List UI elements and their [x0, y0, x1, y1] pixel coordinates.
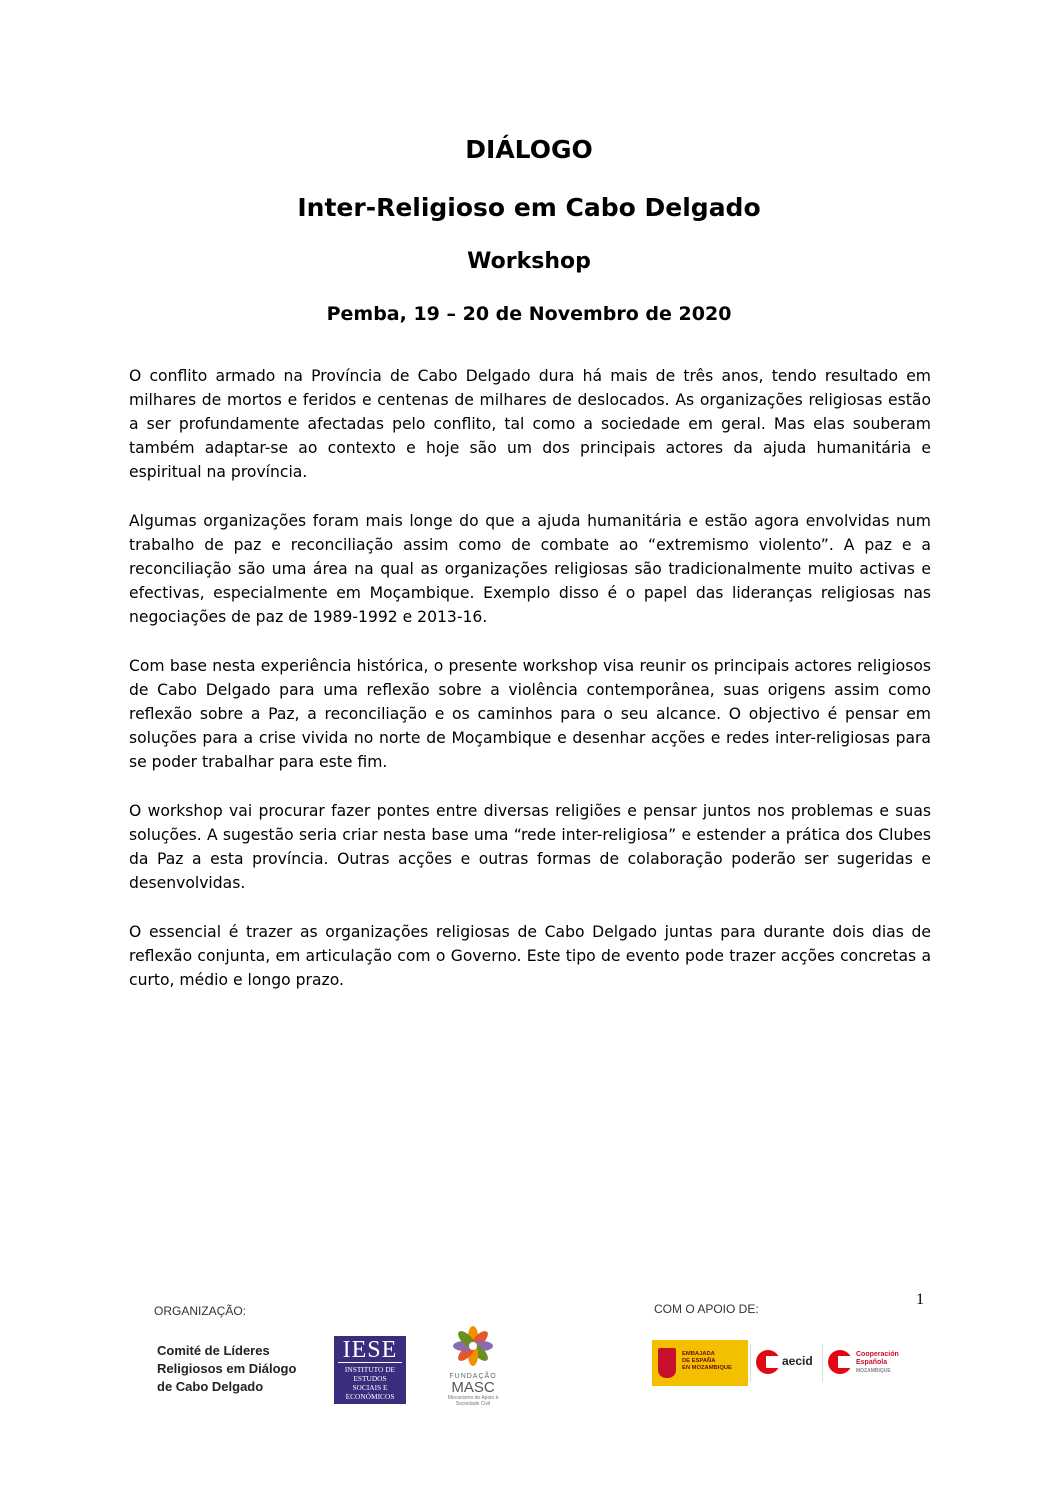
cooperacion-line: Española — [856, 1359, 888, 1366]
document-body — [129, 364, 931, 1017]
cooperacion-line: MOZAMBIQUE — [856, 1368, 891, 1374]
cooperacion-text — [856, 1351, 899, 1375]
paragraph: O conflito armado na Província de Cabo Delgado dura há mais de três anos, tendo resultado em milhares de mortos e feridos e centenas de milhares de deslocados. As organizações religiosas estão a ser profundamente afectadas pelo conflito, tal como a sociedade em geral. Mas elas souberam também adaptar-se ao contexto e hoje são um dos principais actores da ajuda humanitária e espiritual na província. — [129, 367, 931, 481]
divider — [750, 1344, 751, 1382]
title-block — [0, 128, 1058, 334]
cooperacion-c-icon — [828, 1350, 852, 1374]
cooperacion-logo — [824, 1340, 922, 1386]
embassy-logo — [652, 1340, 748, 1386]
cooperacion-line: Cooperación — [856, 1351, 899, 1358]
apoio-label: COM O APOIO DE: — [654, 1302, 759, 1316]
paragraph: O workshop vai procurar fazer pontes entre diversas religiões e pensar juntos nos problemas e suas soluções. A sugestão seria criar nesta base uma “rede inter-religiosa” e estender a prática dos Clubes da Paz a esta província. Outras acções e outras formas de colaboração poderão ser sugeridas e desenvolvidas. — [129, 802, 931, 892]
masc-line1: FUNDAÇÃO — [449, 1373, 497, 1380]
comite-line: Comité de Líderes — [157, 1343, 270, 1358]
masc-logo — [438, 1326, 508, 1412]
document-title: DIÁLOGO — [465, 135, 593, 164]
paragraph: Com base nesta experiência histórica, o presente workshop visa reunir os principais actores religiosos de Cabo Delgado para uma reflexão sobre a violência contemporânea, suas origens assim como reflexão sobre a Paz, a reconciliação e os caminhos para o seu alcance. O objectivo é pensar em soluções para a crise vivida no norte de Moçambique e desenhar acções e redes inter-religiosas para se poder trabalhar para este fim. — [129, 657, 931, 771]
iese-name — [334, 1365, 406, 1401]
organizacao-label: ORGANIZAÇÃO: — [154, 1304, 247, 1318]
place-date: Pemba, 19 – 20 de Novembro de 2020 — [326, 303, 732, 325]
aecid-text: aecid — [782, 1354, 813, 1368]
masc-line2: MASC — [451, 1379, 495, 1396]
paragraph: Algumas organizações foram mais longe do que a ajuda humanitária e estão agora envolvidas num trabalho de paz e reconciliação assim como de combate ao “extremismo violento”. A paz e a reconciliação são uma área na qual as organizações religiosas são tradicionalmente muito activas e efectivas, especialmente em Moçambique. Exemplo disso é o papel das lideranças religiosas nas negociações de paz de 1989-1992 e 2013-16. — [129, 512, 931, 626]
iese-line: SOCIAIS E — [352, 1383, 388, 1392]
comite-line: Religiosos em Diálogo — [157, 1361, 297, 1376]
spain-crest-icon — [658, 1348, 676, 1378]
iese-line: ECONÓMICOS — [345, 1392, 395, 1401]
iese-line: ESTUDOS — [353, 1374, 387, 1383]
document-subtitle: Inter-Religioso em Cabo Delgado — [297, 193, 761, 222]
embassy-line: DE ESPAÑA — [682, 1358, 716, 1364]
embassy-line: EN MOZAMBIQUE — [682, 1365, 732, 1371]
event-type: Workshop — [467, 249, 591, 274]
iese-logo — [334, 1336, 406, 1404]
comite-logo-text — [157, 1342, 296, 1396]
masc-flower-icon — [451, 1326, 495, 1366]
embassy-line: EMBAJADA — [682, 1351, 715, 1357]
iese-acronym: IESE — [338, 1338, 402, 1363]
page-number: 1 — [916, 1291, 924, 1308]
comite-line: de Cabo Delgado — [157, 1379, 264, 1394]
iese-line: INSTITUTO DE — [344, 1365, 396, 1374]
sponsor-logos — [652, 1340, 922, 1386]
paragraph: O essencial é trazer as organizações religiosas de Cabo Delgado juntas para durante dois dias de reflexão conjunta, em articulação com o Governo. Este tipo de evento pode trazer acções concretas a curto, médio e longo prazo. — [129, 923, 931, 989]
masc-line3: Mecanismo de Apoio à Sociedade Civil — [447, 1395, 499, 1407]
divider — [822, 1344, 823, 1382]
embassy-text — [682, 1351, 732, 1372]
aecid-logo — [752, 1340, 822, 1386]
aecid-c-icon — [756, 1350, 780, 1374]
